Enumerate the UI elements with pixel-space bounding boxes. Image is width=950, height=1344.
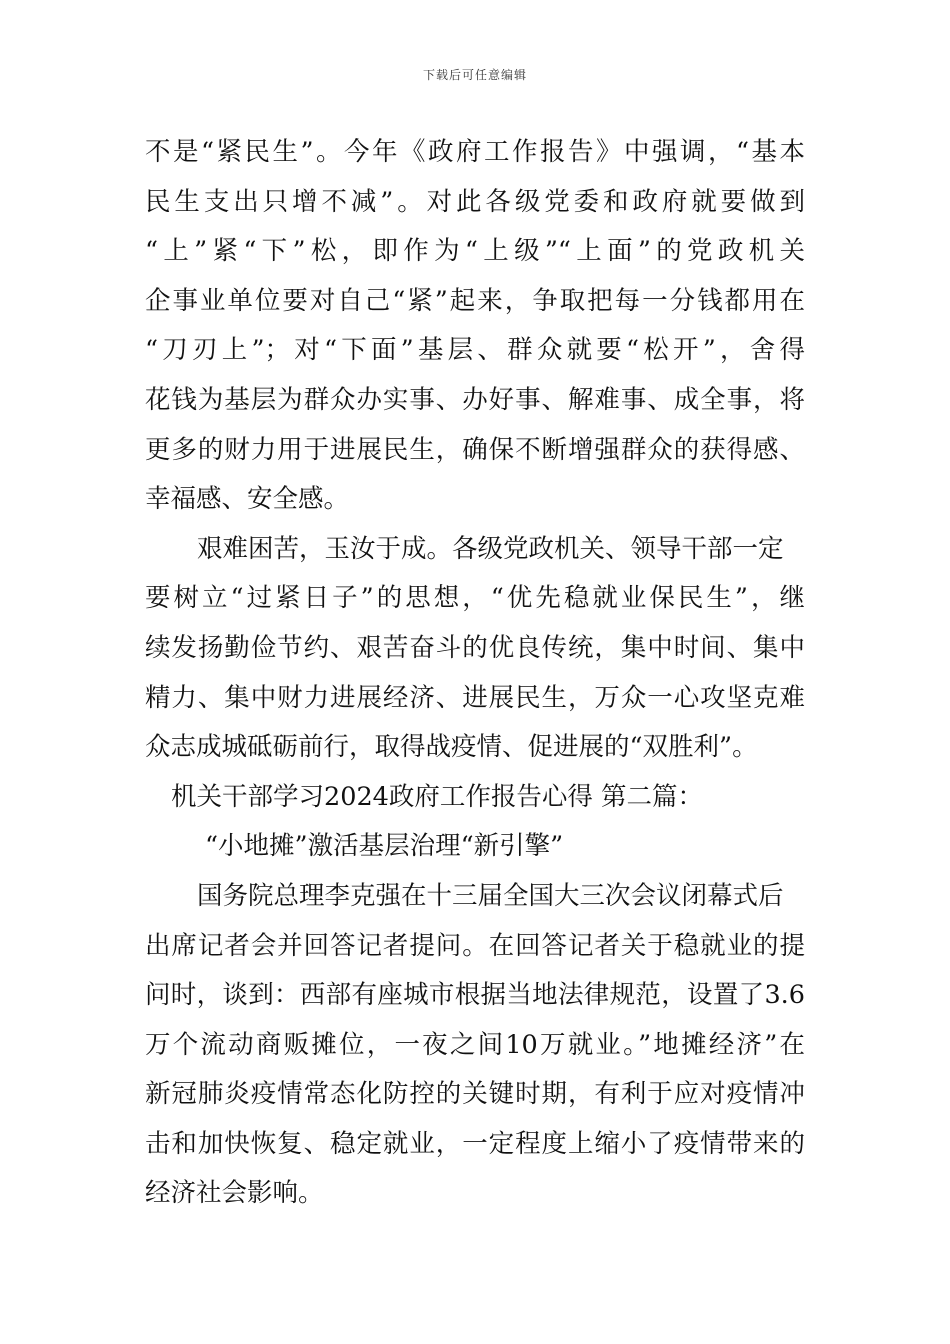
text-line: “上”紧“下”松，即作为“上级”“上面”的党政机关 (145, 236, 805, 267)
page-header: 下载后可任意编辑 (422, 68, 527, 82)
text-line: 民生支出只增不减”。对此各级党委和政府就要做到 (145, 186, 805, 217)
document-body (145, 128, 805, 1219)
paragraph-first-line: 艰难困苦，玉汝于成。各级党政机关、领导干部一定 (197, 533, 784, 564)
article-title: “小地摊”激活基层治理“新引擎” (205, 831, 564, 862)
text-line: 花钱为基层为群众办实事、办好事、解难事、成全事，将 (145, 384, 805, 415)
text-line: 精力、集中财力进展经济、进展民生，万众一心攻坚克难 (145, 682, 805, 713)
section-heading: 机关干部学习2024政府工作报告心得 第二篇： (171, 781, 704, 812)
text-line: “刀刃上”；对“下面”基层、群众就要“松开”，舍得 (145, 335, 805, 366)
text-line: 幸福感、安全感。 (145, 484, 350, 515)
text-line: 众志成城砥砺前行，取得战疫情、促进展的“双胜利”。 (145, 732, 758, 763)
text-line: 不是“紧民生”。今年《政府工作报告》中强调，“基本 (145, 137, 805, 167)
text-line: 击和加快恢复、稳定就业，一定程度上缩小了疫情带来的 (145, 1128, 805, 1159)
text-line: 万个流动商贩摊位，一夜之间10万就业。”地摊经济”在 (145, 1029, 805, 1060)
text-line: 更多的财力用于进展民生，确保不断增强群众的获得感、 (145, 434, 805, 465)
text-line: 企事业单位要对自己“紧”起来，争取把每一分钱都用在 (145, 285, 805, 316)
paragraph-first-line: 国务院总理李克强在十三届全国大三次会议闭幕式后 (197, 880, 784, 911)
text-line: 出席记者会并回答记者提问。在回答记者关于稳就业的提 (145, 930, 805, 961)
text-line: 问时，谈到：西部有座城市根据当地法律规范，设置了3.6 (145, 980, 805, 1011)
text-line: 经济社会影响。 (145, 1178, 324, 1209)
text-line: 新冠肺炎疫情常态化防控的关键时期，有利于应对疫情冲 (145, 1079, 805, 1110)
text-line: 续发扬勤俭节约、艰苦奋斗的优良传统，集中时间、集中 (145, 632, 805, 663)
text-line: 要树立“过紧日子”的思想，“优先稳就业保民生”，继 (145, 583, 805, 614)
